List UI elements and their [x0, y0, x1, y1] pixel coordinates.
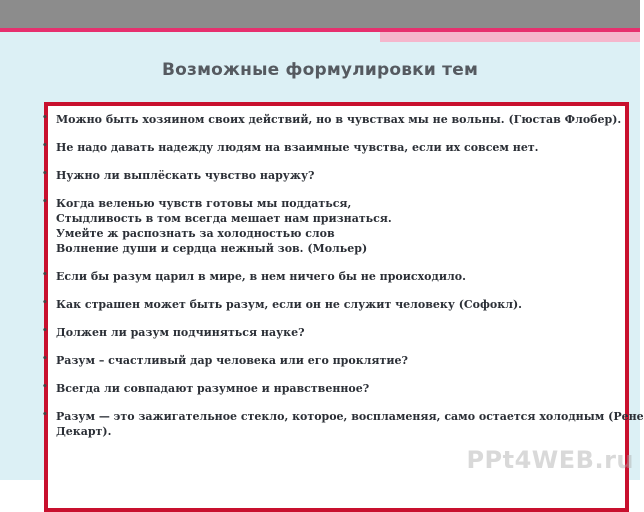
bullet-icon: •	[42, 382, 48, 392]
bullet-icon: •	[42, 326, 48, 336]
bullet-icon: •	[42, 113, 48, 123]
bullet-icon: •	[42, 141, 48, 151]
topic-line: Как страшен может быть разум, если он не служит человеку (Софокл).	[56, 298, 522, 311]
topic-line: Если бы разум царил в мире, в нем ничего бы не происходило.	[56, 270, 466, 283]
bullet-icon: •	[42, 197, 48, 207]
bullet-icon: •	[42, 169, 48, 179]
topics-list	[42, 106, 644, 439]
topic-item	[42, 353, 617, 368]
topic-line: Всегда ли совпадают разумное и нравственное?	[56, 382, 370, 395]
topic-item	[42, 196, 617, 256]
topic-line: Умейте ж распознать за холодностью слов	[56, 227, 335, 240]
topic-item	[42, 381, 617, 396]
topic-item	[42, 409, 644, 439]
topic-line: Разум – счастливый дар человека или его проклятие?	[56, 354, 408, 367]
topic-line: Декарт).	[56, 425, 112, 438]
topic-line: Можно быть хозяином своих действий, но в чувствах мы не вольны. (Гюстав Флобер).	[56, 113, 622, 126]
slide-title: Возможные формулировки тем	[161, 60, 479, 80]
header-band	[0, 0, 640, 28]
topic-line: Нужно ли выплёскать чувство наружу?	[56, 169, 315, 182]
topic-line: Не надо давать надежду людям на взаимные чувства, если их совсем нет.	[56, 141, 539, 154]
bullet-icon: •	[42, 354, 48, 364]
topic-line: Стыдливость в том всегда мешает нам признаться.	[56, 212, 392, 225]
bullet-icon: •	[42, 270, 48, 280]
topic-item	[42, 325, 617, 340]
bullet-icon: •	[42, 298, 48, 308]
accent-bar-light	[380, 32, 640, 42]
topic-line: Разум — это зажигательное стекло, которое, воспламеняя, само остается холодным (Рене	[56, 410, 644, 423]
topic-item	[42, 168, 617, 183]
topic-line: Волнение души и сердца нежный зов. (Мольер)	[56, 242, 368, 255]
topic-line: Когда веленью чувств готовы мы поддаться,	[56, 197, 352, 210]
watermark: PPt4WEB.ru	[466, 446, 634, 474]
topic-item	[42, 269, 617, 284]
topic-item	[42, 112, 622, 127]
topic-item	[42, 297, 617, 312]
bullet-icon: •	[42, 410, 48, 420]
topic-item	[42, 140, 617, 155]
topic-line: Должен ли разум подчиняться науке?	[56, 326, 305, 339]
